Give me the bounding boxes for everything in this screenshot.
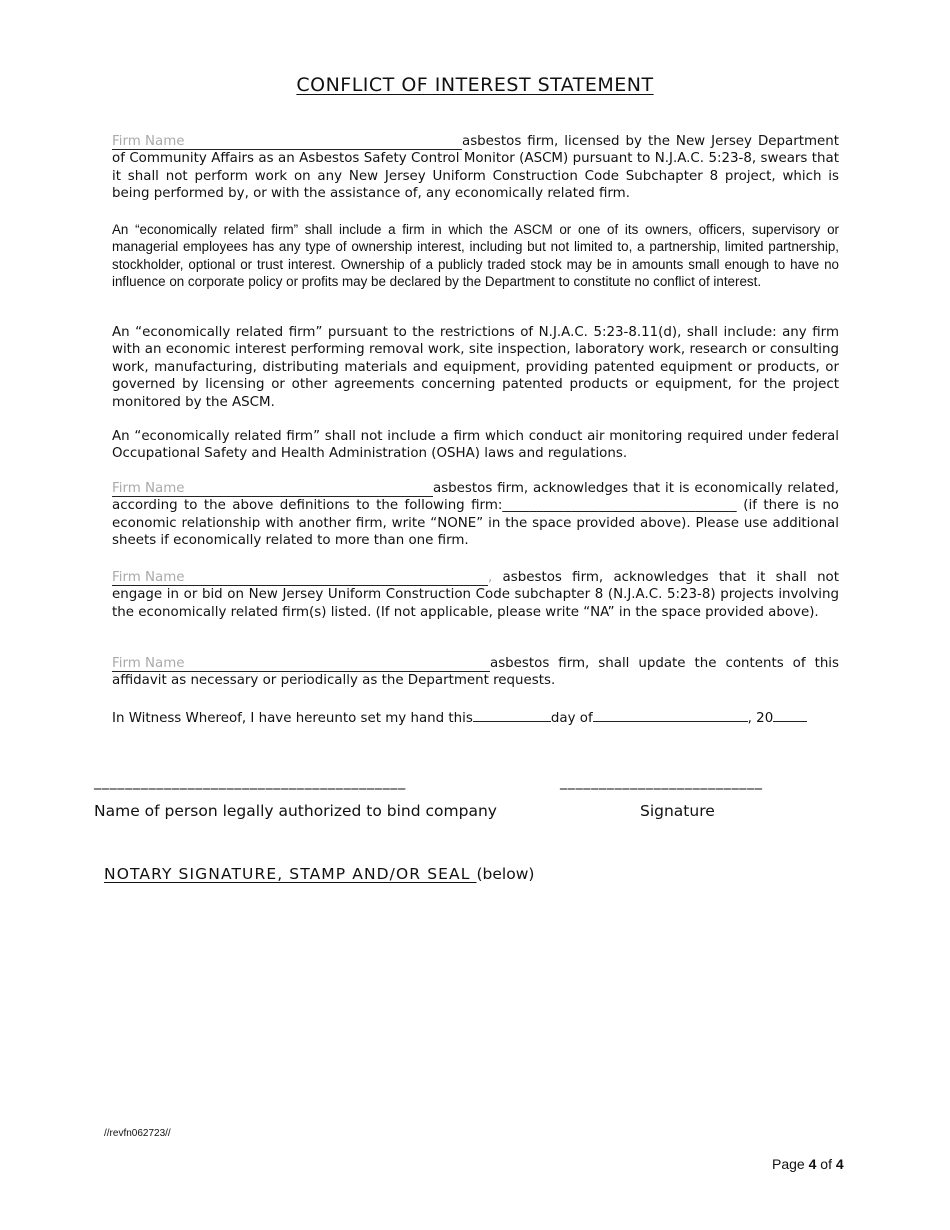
document-title: CONFLICT OF INTEREST STATEMENT [296, 74, 654, 96]
paragraph-exclusion-text: An “economically related firm” shall not include a firm which conduct air monitoring required under federal Occupational Safety and Health Administration (OSHA) laws and regulations. [112, 429, 839, 462]
paragraph-acknowledge-related [112, 480, 839, 550]
paragraph-definition [112, 221, 839, 291]
witness-line [112, 707, 839, 727]
paragraph-no-bid [112, 569, 839, 621]
authorized-name-line[interactable]: ________________________________________ [94, 774, 406, 790]
paragraph-acknowledge-related-note: (if there is no economic relationship with another firm, write “NONE” in the space provided above). Please use additional sheets if economically related to more than one firm. [112, 498, 840, 549]
paragraph-oath [112, 133, 839, 203]
witness-year-field[interactable] [773, 707, 807, 722]
notary-label: NOTARY SIGNATURE, STAMP AND/OR SEAL [104, 865, 477, 883]
related-firm-field[interactable]: __________________________________ [502, 498, 737, 514]
signature-line[interactable]: __________________________ [560, 774, 763, 790]
paragraph-acknowledge-related-text: asbestos firm, acknowledges that it is economically related, according to the above definitions to the following firm: [112, 481, 839, 514]
paragraph-definition-text: An “economically related firm” shall include a firm in which the ASCM or one of its owners, officers, supervisory or managerial employees has any type of ownership interest, including but not limited to, a partnership, limited partnership, stockholder, optional or trust interest. Ownership of a publicly traded stock may be in amounts small enough to have no influence on corporate policy or profits may be declared by the Department to constitute no conflict of interest. [112, 222, 839, 290]
signature-label: Signature [640, 802, 715, 820]
witness-day-field[interactable] [473, 707, 551, 722]
notary-heading [104, 865, 534, 883]
firm-name-field-2[interactable]: Firm Name [112, 481, 433, 497]
witness-text: In Witness Whereof, I have hereunto set my hand this [112, 711, 473, 726]
witness-year-prefix: , 20 [747, 711, 774, 726]
witness-day-of-text: day of [550, 711, 593, 726]
paragraph-update [112, 655, 839, 690]
firm-name-field-4[interactable]: Firm Name [112, 656, 490, 672]
page-prefix: Page [772, 1156, 809, 1172]
notary-suffix: (below) [476, 865, 535, 883]
firm-name-field-1[interactable]: Firm Name [112, 134, 462, 150]
page-current: 4 [808, 1156, 817, 1172]
paragraph-exclusion [112, 428, 839, 463]
paragraph-oath-text: asbestos firm, licensed by the New Jersey Department of Community Affairs as an Asbestos Safety Control Monitor (ASCM) pursuant to N.J.A.C. 5:23-8, swears that it shall not perform work on any New Jersey Uniform Construction Code Subchapter 8 project, which is being performed by, or with the assistance of, any economically related firm. [112, 134, 839, 202]
paragraph-no-bid-text: asbestos firm, acknowledges that it shall not engage in or bid on New Jersey Uniform Construction Code subchapter 8 (N.J.A.C. 5:23-8) projects involving the economically related firm(s) listed. (If not applicable, please write “NA” in the space provided above). [112, 570, 839, 620]
witness-month-field[interactable] [593, 707, 748, 722]
paragraph-update-text: asbestos firm, shall update the contents of this affidavit as necessary or periodically as the Department requests. [112, 656, 839, 689]
paragraph-restrictions-text: An “economically related firm” pursuant to the restrictions of N.J.A.C. 5:23-8.11(d), shall include: any firm with an economic interest performing removal work, site inspection, laboratory work, research or consulting work, manufacturing, distributing materials and equipment, providing patented equipment or products, or governed by licensing or other agreements concerning patented products or equipment, for the project monitored by the ASCM. [112, 325, 839, 410]
authorized-name-label: Name of person legally authorized to bind company [94, 802, 497, 820]
page-number [772, 1156, 844, 1172]
firm-name-comma: , [488, 570, 493, 585]
page-of: of [816, 1156, 836, 1172]
revision-code: //revfn062723// [104, 1128, 171, 1139]
paragraph-restrictions [112, 324, 839, 411]
signature-block [0, 774, 950, 834]
page-total: 4 [835, 1156, 844, 1172]
firm-name-field-3[interactable]: Firm Name [112, 570, 488, 586]
